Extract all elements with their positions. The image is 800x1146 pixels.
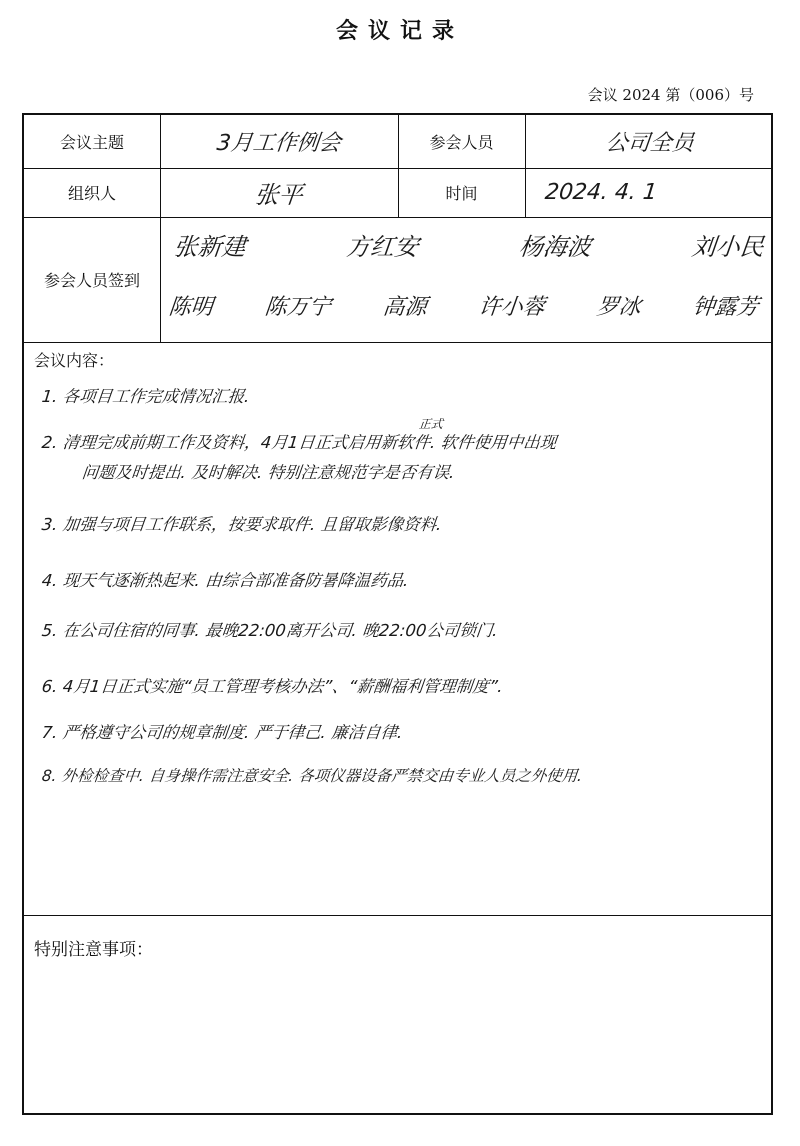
signature: 罗冰 xyxy=(595,295,643,320)
content-item: 3. 加强与项目工作联系，按要求取件. 且留取影像资料. xyxy=(40,515,443,534)
signature: 高源 xyxy=(381,295,429,320)
content-item-continued: 问题及时提出. 及时解决. 特别注意规范字是否有误. xyxy=(80,463,456,482)
signature: 刘小民 xyxy=(690,233,766,261)
content-item: 8. 外检检查中. 自身操作需注意安全. 各项仪器设备严禁交由专业人员之外使用. xyxy=(40,767,584,785)
signature: 杨海波 xyxy=(517,233,593,261)
signin-label: 参会人员签到 xyxy=(43,271,140,290)
signature: 陈万宁 xyxy=(263,295,333,320)
content-item: 6. 4月1日正式实施“员工管理考核办法”、“薪酬福利管理制度”. xyxy=(40,677,504,696)
content-item: 4. 现天气逐渐热起来. 由综合部准备防暑降温药品. xyxy=(40,571,410,590)
organizer-signature: 张平 xyxy=(253,181,305,209)
correction-note: 正式 xyxy=(418,417,444,431)
signature: 张新建 xyxy=(172,233,248,261)
signature: 方红安 xyxy=(344,233,420,261)
organizer-label: 组织人 xyxy=(67,184,116,203)
row-divider xyxy=(24,915,771,916)
signature: 陈明 xyxy=(167,295,215,320)
content-item: 1. 各项目工作完成情况汇报. xyxy=(40,387,251,406)
time-value: 2024. 4. 1 xyxy=(543,180,659,205)
content-item: 2. 清理完成前期工作及资料，4月1日正式启用新软件. 软件使用中出现 xyxy=(40,433,558,452)
signin-row-2 xyxy=(167,290,760,321)
content-item: 7. 严格遵守公司的规章制度. 严于律己. 廉洁自律. xyxy=(40,723,404,742)
signature: 许小蓉 xyxy=(477,295,547,320)
attendees-value: 公司全员 xyxy=(604,131,696,156)
meeting-record-table xyxy=(22,113,773,1115)
signature: 钟露芳 xyxy=(691,295,761,320)
attendees-label: 参会人员 xyxy=(429,133,494,152)
content-item: 5. 在公司住宿的同事. 最晚22:00离开公司. 晚22:00公司锁门. xyxy=(40,621,499,640)
document-title: 会议记录 xyxy=(335,18,464,44)
signin-row-1 xyxy=(172,227,766,262)
topic-label: 会议主题 xyxy=(59,133,124,152)
document-number: 会议 2024 第（006）号 xyxy=(587,86,754,104)
topic-value: 3月工作例会 xyxy=(215,131,343,156)
content-label: 会议内容： xyxy=(34,351,115,370)
row-divider xyxy=(24,342,771,343)
special-notes-label: 特别注意事项： xyxy=(34,940,153,960)
time-label: 时间 xyxy=(445,184,478,203)
